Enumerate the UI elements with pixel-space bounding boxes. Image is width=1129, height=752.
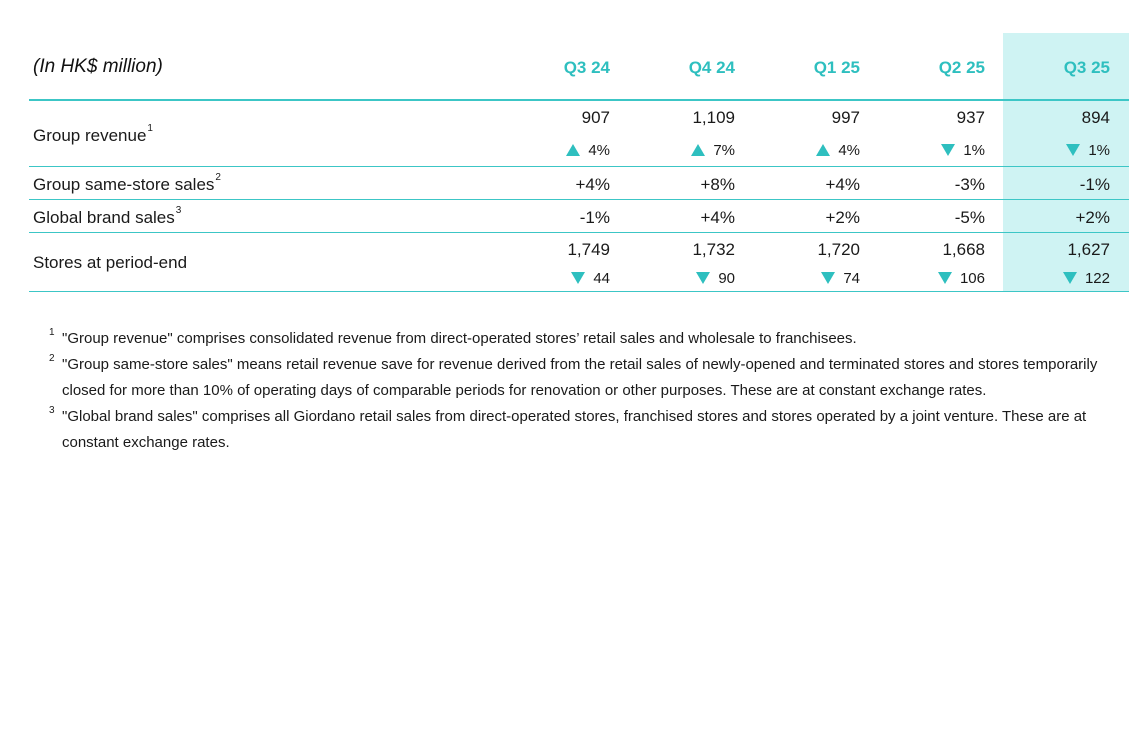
- group-revenue-change: 1%: [875, 142, 985, 159]
- triangle-down-icon: [571, 272, 585, 284]
- footnote-ref: 2: [215, 172, 221, 183]
- row-label-same-store-sales: Group same-store sales$^2$: [33, 172, 221, 194]
- column-header-q2-25: Q2 25: [938, 58, 985, 77]
- row-divider: [29, 199, 1129, 200]
- group-revenue-value: 937: [956, 108, 985, 127]
- triangle-down-icon: [1066, 144, 1080, 156]
- triangle-down-icon: [821, 272, 835, 284]
- column-header-q3-24: Q3 24: [563, 58, 610, 77]
- footnote-1: 1 "Group revenue" comprises consolidated revenue from direct-operated stores’ retail sales and wholesale to franchisees.: [49, 327, 857, 347]
- global-brand-value: +2%: [825, 208, 860, 227]
- same-store-value: -3%: [954, 175, 985, 194]
- stores-change: 90: [625, 270, 735, 287]
- group-revenue-change: 1%: [1000, 142, 1110, 159]
- table-bottom-divider: [29, 291, 1129, 292]
- stores-value: 1,720: [817, 240, 860, 259]
- stores-change: 74: [750, 270, 860, 287]
- group-revenue-change: 7%: [625, 142, 735, 159]
- footnotes: [49, 326, 1119, 456]
- global-brand-value: -5%: [954, 208, 985, 227]
- row-divider: [29, 166, 1129, 167]
- global-brand-value: +2%: [1075, 208, 1110, 227]
- same-store-value: +8%: [700, 175, 735, 194]
- stores-value: 1,732: [692, 240, 735, 259]
- same-store-value: -1%: [1079, 175, 1110, 194]
- column-header-q3-25: Q3 25: [1063, 58, 1110, 77]
- group-revenue-value: 894: [1081, 108, 1110, 127]
- stores-value: 1,627: [1067, 240, 1110, 259]
- unit-label: (In HK$ million): [33, 56, 163, 77]
- row-label-stores-period-end: Stores at period-end: [33, 253, 188, 272]
- triangle-up-icon: [566, 144, 580, 156]
- stores-change: 122: [1000, 270, 1110, 287]
- header-divider: [29, 99, 1129, 101]
- group-revenue-change: 4%: [500, 142, 610, 159]
- triangle-up-icon: [691, 144, 705, 156]
- triangle-up-icon: [816, 144, 830, 156]
- triangle-down-icon: [696, 272, 710, 284]
- stores-value: 1,749: [567, 240, 610, 259]
- row-label-group-revenue: Group revenue$^1$: [33, 123, 153, 145]
- row-divider: [29, 232, 1129, 233]
- group-revenue-value: 997: [831, 108, 860, 127]
- triangle-down-icon: [1063, 272, 1077, 284]
- footnote-3: 3 "Global brand sales" comprises all Giordano retail sales from direct-operated stores, franchised stores and stores operated by a joint venture. These are at constant exchange rates.: [49, 405, 1087, 451]
- column-header-q4-24: Q4 24: [688, 58, 735, 77]
- footnote-ref: 1: [147, 123, 153, 134]
- global-brand-value: +4%: [700, 208, 735, 227]
- footnote-ref: 3: [175, 205, 182, 216]
- same-store-value: +4%: [575, 175, 610, 194]
- column-header-q1-25: Q1 25: [813, 58, 860, 77]
- footnote-2: 2 "Group same-store sales" means retail revenue save for revenue derived from the retail sales of newly-opened and terminated stores and stores temporarily closed for more than 10% of operating days of comparable periods for renovation or other purposes. These are at constant exchange rates.: [49, 353, 1098, 399]
- stores-change: 106: [875, 270, 985, 287]
- stores-value: 1,668: [942, 240, 985, 259]
- stores-change: 44: [500, 270, 610, 287]
- triangle-down-icon: [938, 272, 952, 284]
- group-revenue-value: 1,109: [692, 108, 735, 127]
- group-revenue-change: 4%: [750, 142, 860, 159]
- group-revenue-value: 907: [581, 108, 610, 127]
- same-store-value: +4%: [825, 175, 860, 194]
- row-label-global-brand-sales: Global brand sales$^3$: [33, 205, 182, 227]
- global-brand-value: -1%: [579, 208, 610, 227]
- triangle-down-icon: [941, 144, 955, 156]
